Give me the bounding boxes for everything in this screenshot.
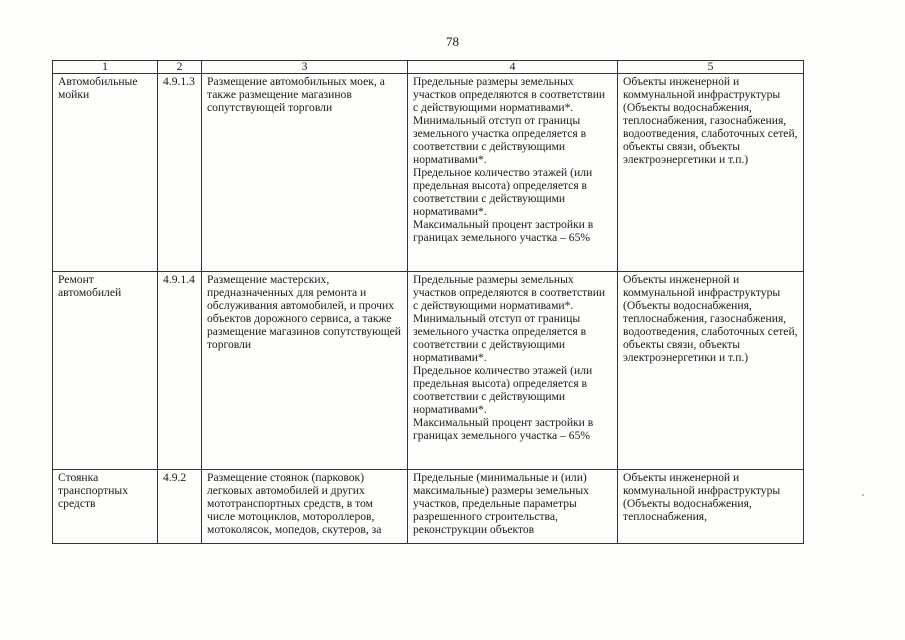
use-description-cell: Размещение автомобильных моек, а также размещение магазинов сопутствующей торговли xyxy=(202,74,408,272)
header-cell: 2 xyxy=(158,61,202,74)
header-cell: 1 xyxy=(53,61,158,74)
parameter-text: Предельные (минимальные и (или) максимальные) размеры земельных участков, предельные параметры разрешенного строительства, реконструкции объектов xyxy=(413,471,589,536)
table-row xyxy=(53,272,804,470)
table-row xyxy=(53,470,804,544)
header-cell: 4 xyxy=(408,61,618,74)
use-code-cell: 4.9.2 xyxy=(158,470,202,544)
zoning-table xyxy=(52,60,804,544)
table-row xyxy=(53,74,804,272)
use-code-cell: 4.9.1.4 xyxy=(158,272,202,470)
use-name-cell: Ремонт автомобилей xyxy=(53,272,158,470)
header-row xyxy=(53,61,804,74)
use-name-cell: Автомобильные мойки xyxy=(53,74,158,272)
header-cell: 3 xyxy=(202,61,408,74)
parameters-cell xyxy=(408,470,618,544)
scan-dot xyxy=(862,494,864,496)
parameter-text: Предельные размеры земельных участков определяются в соответствии с действующими нормативами*. xyxy=(413,75,606,114)
use-description-cell: Размещение стоянок (парковок) легковых автомобилей и других мототранспортных средств, в том числе мотоциклов, мотороллеров, мотоколясок, мопедов, скутеров, за xyxy=(202,470,408,544)
objects-cell: Объекты инженерной и коммунальной инфраструктуры (Объекты водоснабжения, теплоснабжения, газоснабжения, водоотведения, слаботочных сетей, объекты связи, объекты электроэнергетики и т.п.) xyxy=(618,272,804,470)
header-cell: 5 xyxy=(618,61,804,74)
objects-cell: Объекты инженерной и коммунальной инфраструктуры (Объекты водоснабжения, теплоснабжения, xyxy=(618,470,804,544)
parameter-text: Максимальный процент застройки в границах земельного участка – 65% xyxy=(413,218,594,244)
parameter-text: Максимальный процент застройки в границах земельного участка – 65% xyxy=(413,416,594,442)
parameter-text: Предельное количество этажей (или предельная высота) определяется в соответствии с действующими нормативами*. xyxy=(413,364,593,416)
parameters-cell xyxy=(408,74,618,272)
objects-cell: Объекты инженерной и коммунальной инфраструктуры (Объекты водоснабжения, теплоснабжения, газоснабжения, водоотведения, слаботочных сетей, объекты связи, объекты электроэнергетики и т.п.) xyxy=(618,74,804,272)
parameter-text: Минимальный отступ от границы земельного участка определяется в соответствии с действующими нормативами*. xyxy=(413,114,587,166)
parameter-text: Минимальный отступ от границы земельного участка определяется в соответствии с действующими нормативами*. xyxy=(413,312,587,364)
parameter-text: Предельное количество этажей (или предельная высота) определяется в соответствии с действующими нормативами*. xyxy=(413,166,593,218)
parameter-text: Предельные размеры земельных участков определяются в соответствии с действующими нормативами*. xyxy=(413,273,606,312)
page-number: 78 xyxy=(446,34,459,49)
use-name-cell: Стоянка транспортных средств xyxy=(53,470,158,544)
parameters-cell xyxy=(408,272,618,470)
use-code-cell: 4.9.1.3 xyxy=(158,74,202,272)
use-description-cell: Размещение мастерских, предназначенных для ремонта и обслуживания автомобилей, и прочих объектов дорожного сервиса, а также размещение магазинов сопутствующей торговли xyxy=(202,272,408,470)
